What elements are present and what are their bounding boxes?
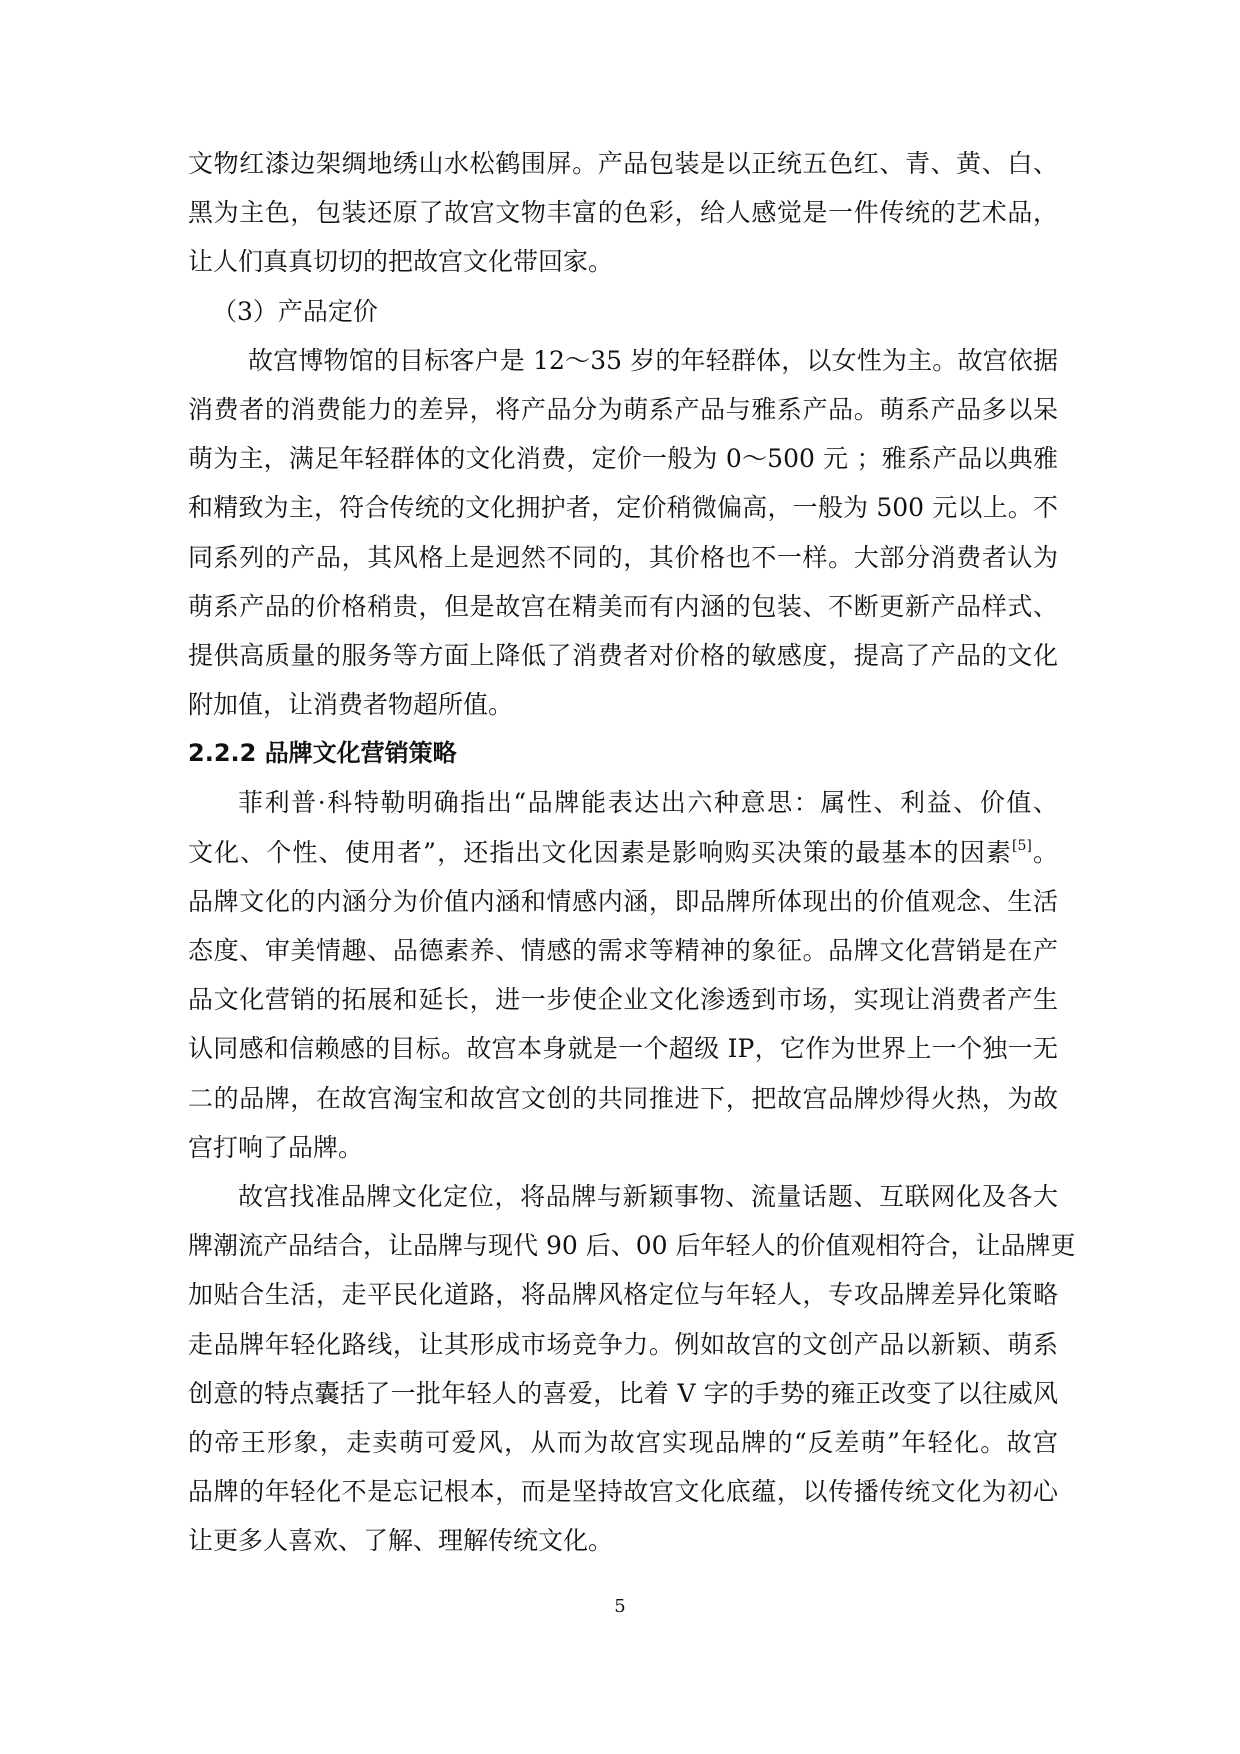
paragraph-line: 认同感和信赖感的目标。故宫本身就是一个超级 IP，它作为世界上一个独一无 <box>188 1034 1058 1064</box>
paragraph-line: 和精致为主，符合传统的文化拥护者，定价稍微偏高，一般为 500 元以上。不 <box>188 493 1058 523</box>
paragraph-line: 消费者的消费能力的差异，将产品分为萌系产品与雅系产品。萌系产品多以呆 <box>188 394 1058 424</box>
paragraph-line: 让更多人喜欢、了解、理解传统文化。 <box>188 1526 614 1556</box>
paragraph-line: 宫打响了品牌。 <box>188 1132 364 1162</box>
paragraph-line: 黑为主色，包装还原了故宫文物丰富的色彩，给人感觉是一件传统的艺术品， <box>188 198 1058 228</box>
paragraph-line: 的帝王形象，走卖萌可爱风，从而为故宫实现品牌的“反差萌”年轻化。故宫 <box>188 1427 1058 1457</box>
paragraph-line: 菲利普·科特勒明确指出“品牌能表达出六种意思：属性、利益、价值、 <box>238 788 1058 818</box>
paragraph-line: 提供高质量的服务等方面上降低了消费者对价格的敏感度，提高了产品的文化 <box>188 640 1058 670</box>
paragraph-line: 故宫博物馆的目标客户是 12～35 岁的年轻群体，以女性为主。故宫依据 <box>248 345 1058 375</box>
paragraph-line: 品牌的年轻化不是忘记根本，而是坚持故宫文化底蕴，以传播传统文化为初心 <box>188 1477 1058 1507</box>
paragraph-line: 萌为主，满足年轻群体的文化消费，定价一般为 0～500 元 ；雅系产品以典雅 <box>188 444 1058 474</box>
paragraph-line: 文物红漆边架绸地绣山水松鹤围屏。产品包装是以正统五色红、青、黄、白、 <box>188 149 1058 178</box>
paragraph-line: 走品牌年轻化路线，让其形成市场竞争力。例如故宫的文创产品以新颖、萌系 <box>188 1329 1058 1359</box>
paragraph-line: 让人们真真切切的把故宫文化带回家。 <box>188 247 614 277</box>
paragraph-line: 同系列的产品，其风格上是迥然不同的，其价格也不一样。大部分消费者认为 <box>188 542 1058 572</box>
paragraph-text: 。 <box>1031 837 1058 867</box>
paragraph-line: 品牌文化的内涵分为价值内涵和情感内涵，即品牌所体现出的价值观念、生活 <box>188 886 1058 916</box>
paragraph-line: 萌系产品的价格稍贵，但是故宫在精美而有内涵的包装、不断更新产品样式、 <box>188 591 1058 621</box>
section-heading: 2.2.2 品牌文化营销策略 <box>188 739 457 768</box>
paragraph-line: 牌潮流产品结合，让品牌与现代 90 后、00 后年轻人的价值观相符合，让品牌更 <box>188 1231 1076 1261</box>
body-text <box>188 139 1076 1565</box>
citation-reference: [5] <box>1012 837 1032 854</box>
paragraph-line: 态度、审美情趣、品德素养、情感的需求等精神的象征。品牌文化营销是在产 <box>188 936 1058 965</box>
paragraph-line: 附加值，让消费者物超所值。 <box>188 690 514 720</box>
paragraph-line-with-citation <box>188 828 1058 877</box>
paragraph-line: 创意的特点囊括了一批年轻人的喜爱，比着 V 字的手势的雍正改变了以往威风 <box>188 1378 1058 1408</box>
paragraph-line: 故宫找准品牌文化定位，将品牌与新颖事物、流量话题、互联网化及各大 <box>238 1181 1058 1211</box>
paragraph-line: 二的品牌，在故宫淘宝和故宫文创的共同推进下，把故宫品牌炒得火热，为故 <box>188 1083 1058 1113</box>
page-number: 5 <box>614 1596 626 1617</box>
subsection-heading: （3）产品定价 <box>212 296 378 326</box>
paragraph-line: 加贴合生活，走平民化道路，将品牌风格定位与年轻人，专攻品牌差异化策略 <box>188 1280 1058 1310</box>
paragraph-line: 品文化营销的拓展和延长，进一步使企业文化渗透到市场，实现让消费者产生 <box>188 985 1058 1015</box>
paragraph-text: 文化、个性、使用者”，还指出文化因素是影响购买决策的最基本的因素 <box>188 837 1012 867</box>
